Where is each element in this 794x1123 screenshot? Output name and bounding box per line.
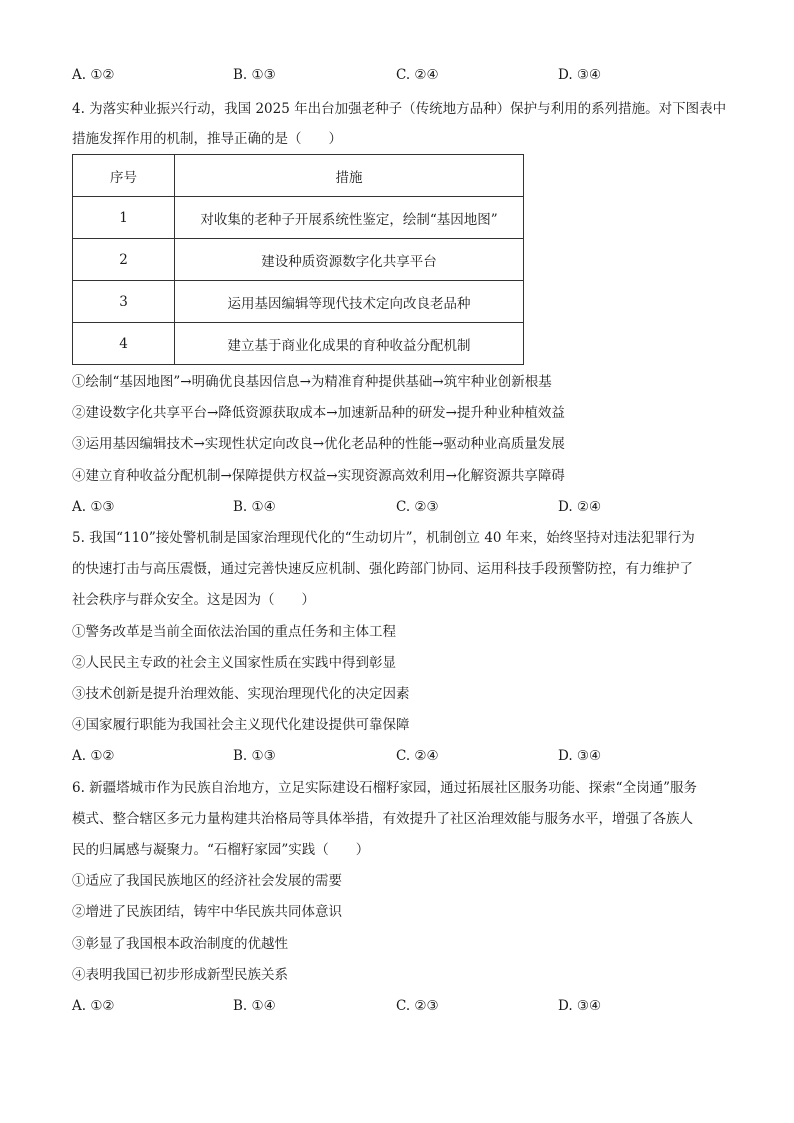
q5-statement-1: ①警务改革是当前全面依法治国的重点任务和主体工程 <box>72 624 396 640</box>
q6-statement-2: ②增进了民族团结，铸牢中华民族共同体意识 <box>72 904 342 920</box>
option-a: A. ①③ <box>72 499 115 515</box>
option-b: B. ①④ <box>233 998 276 1014</box>
table-cell-measure: 建设种质资源数字化共享平台 <box>175 239 524 281</box>
option-d: D. ②④ <box>558 499 602 515</box>
table-cell-index: 1 <box>73 197 175 239</box>
q3-options <box>72 65 732 85</box>
table-cell-measure: 建立基于商业化成果的育种收益分配机制 <box>175 323 524 365</box>
table-cell-index: 3 <box>73 281 175 323</box>
table-cell-index: 4 <box>73 323 175 365</box>
option-b: B. ①③ <box>233 748 276 764</box>
q5-statement-3: ③技术创新是提升治理效能、实现治理现代化的决定因素 <box>72 686 410 702</box>
q4-options <box>72 497 732 517</box>
option-c: C. ②③ <box>396 998 439 1014</box>
option-a: A. ①② <box>72 67 115 83</box>
option-d: D. ③④ <box>558 998 602 1014</box>
option-a: A. ①② <box>72 998 115 1014</box>
q5-stem-line: 社会秩序与群众安全。这是因为（ ） <box>72 592 315 608</box>
q4-stem-line: 4. 为落实种业振兴行动，我国 2025 年出台加强老种子（传统地方品种）保护与利用的系列措施。对下图表中 <box>72 101 727 117</box>
table-cell-measure: 对收集的老种子开展系统性鉴定，绘制“基因地图” <box>175 197 524 239</box>
option-c: C. ②③ <box>396 499 439 515</box>
measures-table <box>72 154 524 365</box>
table-row <box>73 197 524 239</box>
table-cell-measure: 运用基因编辑等现代技术定向改良老品种 <box>175 281 524 323</box>
q5-stem-line: 5. 我国“110”接处警机制是国家治理现代化的“生动切片”，机制创立 40 年来，始终坚持对违法犯罪行为 <box>72 530 695 546</box>
q6-statement-4: ④表明我国已初步形成新型民族关系 <box>72 967 288 983</box>
option-d: D. ③④ <box>558 67 602 83</box>
table-header-index: 序号 <box>73 155 175 197</box>
option-d: D. ③④ <box>558 748 602 764</box>
option-a: A. ①② <box>72 748 115 764</box>
q4-statement-4: ④建立育种收益分配机制→保障提供方权益→实现资源高效利用→化解资源共享障碍 <box>72 468 565 484</box>
table-row <box>73 239 524 281</box>
q6-stem-line: 模式、整合辖区多元力量构建共治格局等具体举措，有效提升了社区治理效能与服务水平，增强了各族人 <box>72 811 693 827</box>
table-header-row <box>73 155 524 197</box>
option-b: B. ①④ <box>233 499 276 515</box>
q6-stem-line: 民的归属感与凝聚力。“石榴籽家园”实践（ ） <box>72 842 370 858</box>
table-row <box>73 323 524 365</box>
table-cell-index: 2 <box>73 239 175 281</box>
q6-statement-1: ①适应了我国民族地区的经济社会发展的需要 <box>72 873 342 889</box>
q4-statement-2: ②建设数字化共享平台→降低资源获取成本→加速新品种的研发→提升种业种植效益 <box>72 405 565 421</box>
q6-options <box>72 996 732 1016</box>
q5-statement-4: ④国家履行职能为我国社会主义现代化建设提供可靠保障 <box>72 717 410 733</box>
q6-statement-3: ③彰显了我国根本政治制度的优越性 <box>72 936 288 952</box>
option-b: B. ①③ <box>233 67 276 83</box>
q5-stem-line: 的快速打击与高压震慑，通过完善快速反应机制、强化跨部门协同、运用科技手段预警防控，有力维护了 <box>72 561 693 577</box>
table-row <box>73 281 524 323</box>
option-c: C. ②④ <box>396 748 439 764</box>
q4-stem-line: 措施发挥作用的机制，推导正确的是（ ） <box>72 131 342 147</box>
table-header-measure: 措施 <box>175 155 524 197</box>
q4-statement-1: ①绘制“基因地图”→明确优良基因信息→为精准育种提供基础→筑牢种业创新根基 <box>72 374 552 390</box>
q6-stem-line: 6. 新疆塔城市作为民族自治地方，立足实际建设石榴籽家园，通过拓展社区服务功能、探索“全岗通”服务 <box>72 780 697 796</box>
q4-statement-3: ③运用基因编辑技术→实现性状定向改良→优化老品种的性能→驱动种业高质量发展 <box>72 436 565 452</box>
q5-statement-2: ②人民民主专政的社会主义国家性质在实践中得到彰显 <box>72 655 396 671</box>
option-c: C. ②④ <box>396 67 439 83</box>
q5-options <box>72 746 732 766</box>
